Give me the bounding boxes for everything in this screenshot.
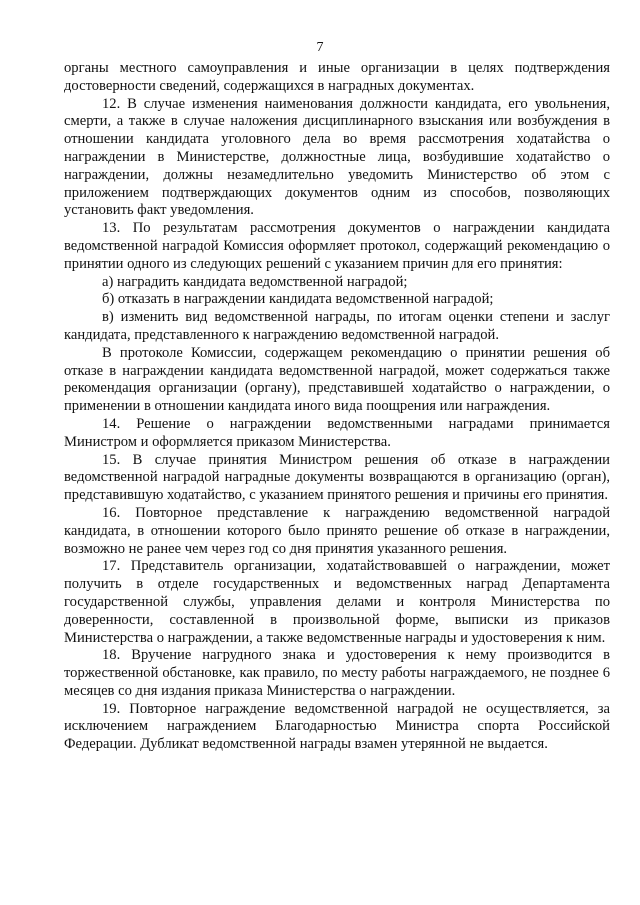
paragraph-continuation: органы местного самоуправления и иные организации в целях подтверждения достоверности сведений, содержащихся в наградных документах. [64, 60, 610, 94]
document-body [64, 60, 610, 754]
paragraph-19: 19. Повторное награждение ведомственной наградой не осуществляется, за исключением награждением Благодарностью Министра спорта Российской Федерации. Дубликат ведомственной награды взамен утерянной не выдается. [64, 700, 610, 753]
list-item-b: б) отказать в награждении кандидата ведомственной наградой; [102, 291, 494, 308]
list-item-v: в) изменить вид ведомственной награды, по итогам оценки степени и заслуг кандидата, представленного к награждению ведомственной наградой. [64, 309, 610, 343]
page-number: 7 [316, 40, 324, 55]
list-item-a: а) наградить кандидата ведомственной наградой; [102, 273, 408, 290]
paragraph-13: 13. По результатам рассмотрения документов о награждении кандидата ведомственной наградой Комиссия оформляет протокол, содержащий рекомендацию о принятии одного из следующих решений с указанием причин для его принятия: [64, 220, 610, 272]
paragraph-12: 12. В случае изменения наименования должности кандидата, его увольнения, смерти, а также в случае наложения дисциплинарного взыскания или возбуждения в отношении кандидата уголовного дела во время рассмотрения ходатайства о награждении в Министерстве, должностные лица, возбудившие ходатайство о награждении, должны незамедлительно уведомить Министерство об этом с приложением подтверждающих документов одним из способов, позволяющих установить факт уведомления. [64, 95, 610, 219]
paragraph-16: 16. Повторное представление к награждению ведомственной наградой кандидата, в отношении которого было принято решение об отказе в награждении, возможно не ранее чем через год со дня принятия указанного решения. [64, 504, 610, 557]
paragraph-15: 15. В случае принятия Министром решения об отказе в награждении ведомственной наградой наградные документы возвращаются в организацию (орган), представившую ходатайство, с указанием принятого решения и причины его принятия. [64, 451, 610, 504]
paragraph-17: 17. Представитель организации, ходатайствовавшей о награждении, может получить в отделе государственных и ведомственных наград Департамента государственной службы, управления делами и контроля Министерства по доверенности, составленной в произвольной форме, выписки из приказов Министерства о награждении, а также ведомственные награды и удостоверения к ним. [64, 558, 610, 646]
paragraph-18: 18. Вручение нагрудного знака и удостоверения к нему производится в торжественной обстановке, как правило, по месту работы награждаемого, не позднее 6 месяцев со дня издания приказа Министерства о награждении. [64, 647, 610, 699]
paragraph-14: 14. Решение о награждении ведомственными наградами принимается Министром и оформляется приказом Министерства. [64, 415, 610, 450]
paragraph-protocol: В протоколе Комиссии, содержащем рекомендацию о принятии решения об отказе в награждении кандидата ведомственной наградой, может содержаться также рекомендация организации (органу), представившей ходатайство о награждении, о применении в отношении кандидата иного вида поощрения или награждения. [64, 344, 610, 415]
